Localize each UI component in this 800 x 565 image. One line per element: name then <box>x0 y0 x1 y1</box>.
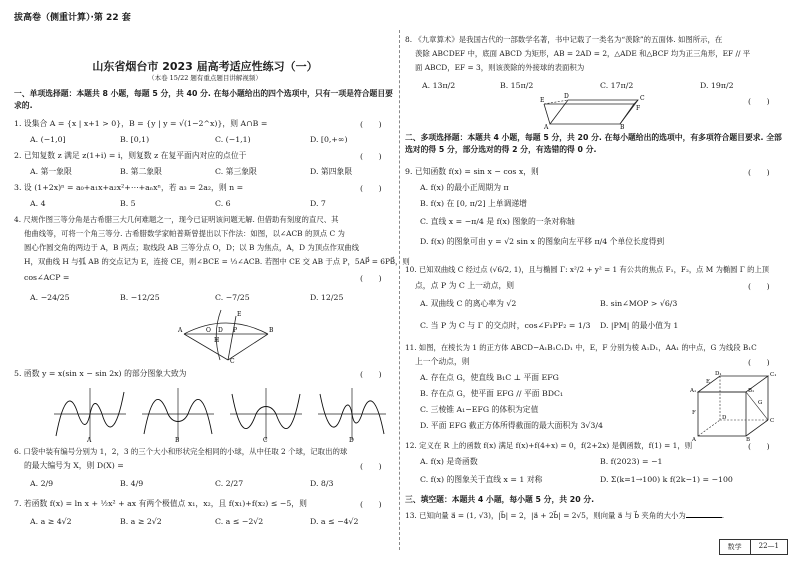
q6-option-a: A. 2/9 <box>30 479 54 488</box>
q10-option-d: D. |PM| 的最小值为 1 <box>600 321 679 330</box>
q8-edge-fc <box>634 100 638 104</box>
q2-option-c: C. 第三象限 <box>215 167 257 176</box>
q12-paren: ( ) <box>748 442 770 451</box>
q7-option-a: A. a ≥ 4√2 <box>30 517 72 526</box>
q10-option-c: C. 当 P 为 C 与 Γ 的交点时，cos∠F₁PF₂ = 1/3 <box>420 321 591 330</box>
q8-line-1: 8. 《九章算术》是我国古代的一部数学名著，书中记载了一类名为“羡除”的五面体. 如图所示，在 <box>405 35 723 44</box>
q12-option-c: C. f(x) 的图象关于直线 x = 1 对称 <box>420 475 543 484</box>
q8-label-e: E <box>540 97 545 104</box>
column-divider <box>399 30 400 550</box>
q11-cube-figure <box>690 370 780 442</box>
q4-line-2: 他曲线等，可将一个角三等分. 古希腊数学家帕普斯曾提出以下作法：如图，以∠ACB 的顶点 C 为 <box>24 229 345 238</box>
q1-option-d: D. [0,+∞) <box>310 135 348 144</box>
q2-option-d: D. 第四象限 <box>310 167 353 176</box>
q4-option-b: B. −12/25 <box>120 293 160 302</box>
q3-option-d: D. 7 <box>310 199 326 208</box>
q5-graph-a <box>54 388 126 444</box>
q11-line-2: 上一个动点，则 <box>415 357 470 366</box>
q11-cube-edge-bottom <box>746 420 768 436</box>
q5-graph-c-label: C <box>263 437 268 444</box>
exam-title: 山东省烟台市 2023 届高考适应性练习（一） <box>92 60 318 73</box>
q8-edge-ed <box>544 100 568 104</box>
q3-option-a: A. 4 <box>30 199 46 208</box>
q7-option-d: D. a ≤ −4√2 <box>310 517 359 526</box>
q8-label-b: B <box>620 124 625 130</box>
q11-label-c1: C₁ <box>770 372 777 378</box>
q11-diag-b1c <box>746 392 768 420</box>
q4-label-h: H <box>214 337 220 344</box>
q7-option-c: C. a ≤ −2√2 <box>215 517 264 526</box>
q8-edge-fb <box>620 104 634 124</box>
q5-stem: 5. 函数 y = x(sin x − sin 2x) 的部分图象大致为 <box>14 369 187 378</box>
q5-paren: ( ) <box>360 370 382 379</box>
exam-subtitle: （本卷 15/22 题有重点题目讲解视频） <box>148 74 262 82</box>
q11-cube-hidden-3 <box>698 420 720 436</box>
q12-option-a: A. f(x) 是奇函数 <box>420 457 478 466</box>
q7-stem: 7. 若函数 f(x) = ln x + ½x² + ax 有两个极值点 x₁，x₂，且 f(x₁)+f(x₂) ≤ −5，则 <box>14 499 307 508</box>
q10-option-a: A. 双曲线 C 的离心率为 √2 <box>420 299 517 308</box>
q4-option-d: D. 12/25 <box>310 293 344 302</box>
q4-line-5: cos∠ACP = <box>24 273 70 282</box>
q4-label-o: O <box>206 327 211 334</box>
q5-graph-c <box>230 388 302 444</box>
q11-label-a1: A₁ <box>690 388 697 394</box>
q10-option-b: B. sin∠MOP > √6/3 <box>600 299 678 308</box>
q4-line-4: H，双曲线 H 与弧 AB 的交点记为 E，连接 CE，则∠BCE = ⅓∠ACB. 若图中 CE 交 AB 于点 P，5AP⃗ = 6PB⃗，则 <box>24 257 410 266</box>
section-3-heading: 三、填空题：本题共 4 小题，每小题 5 分，共 20 分. <box>405 495 595 504</box>
q8-line-2: 羡除 ABCDEF 中，底面 ABCD 为矩形，AB = 2AD = 2，△ADE 和△BCF 均为正三角形，EF // 平 <box>415 49 751 58</box>
q11-paren: ( ) <box>748 358 770 367</box>
q9-option-a: A. f(x) 的最小正周期为 π <box>420 183 509 192</box>
q6-option-d: D. 8/3 <box>310 479 334 488</box>
q1-stem: 1. 设集合 A = {x | x+1 > 0}，B = {y | y = √(1−2^x)}，则 A∩B = <box>14 119 268 128</box>
q8-option-a: A. 13π/2 <box>422 81 456 90</box>
q8-label-f: F <box>636 105 641 112</box>
q8-base-abcd <box>550 100 641 124</box>
q5-graphs <box>50 384 390 444</box>
q7-option-b: B. a ≥ 2√2 <box>120 517 162 526</box>
q5-graph-b <box>142 388 214 444</box>
q4-option-a: A. −24/25 <box>30 293 70 302</box>
q6-option-c: C. 2/27 <box>215 479 244 488</box>
q8-label-a: A <box>544 124 549 130</box>
q8-label-d: D <box>564 93 569 100</box>
page-footer <box>719 539 788 555</box>
q2-option-a: A. 第一象限 <box>30 167 72 176</box>
q11-cube-front <box>698 392 746 436</box>
q11-label-a: A <box>692 437 696 442</box>
section-2-heading: 二、多项选择题：本题共 4 小题，每题 5 分，共 20 分. 在每小题给出的选项中，有多项符合题目要求. 全部选对的得 5 分，部分选对的得 2 分，有选错的得 0 分. <box>405 133 782 154</box>
q9-option-b: B. f(x) 在 [0, π/2] 上单调递增 <box>420 199 527 208</box>
q8-line-3: 面 ABCD，EF = 3，则该羡除的外接球的表面积为 <box>415 63 585 72</box>
q8-option-d: D. 19π/2 <box>700 81 734 90</box>
q6-option-b: B. 4/9 <box>120 479 144 488</box>
footer-page-number: 22—1 <box>750 540 787 554</box>
q4-figure <box>176 306 276 364</box>
q9-paren: ( ) <box>748 168 770 177</box>
q8-figure <box>540 92 650 130</box>
q13-stem-text: 13. 已知向量 a⃗ = (1, √3)，|b⃗| = 2，|a⃗ + 2b⃗| = 2√5，则向量 a⃗ 与 b⃗ 夹角的大小为 <box>405 511 686 520</box>
q11-label-g: G <box>758 400 763 406</box>
q4-hyperbola <box>216 310 221 360</box>
q4-label-c: C <box>230 358 235 364</box>
q9-option-d: D. f(x) 的图象可由 y = √2 sin x 的图象向左平移 π/4 个单位长度得到 <box>420 237 665 246</box>
q6-line-1: 6. 口袋中装有编号分别为 1，2，3 的三个大小和形状完全相同的小球，从中任取 2 个球，记取出的球 <box>14 447 348 456</box>
q11-option-c: C. 三棱锥 A₁−EFG 的体积为定值 <box>420 405 539 414</box>
q11-label-f: F <box>692 410 696 416</box>
q4-label-e: E <box>237 311 242 318</box>
q11-label-b1: B₁ <box>748 388 755 394</box>
q5-graph-a-label: A <box>87 437 92 444</box>
series-header: 拔高卷（侧重计算）·第 22 套 <box>14 13 131 23</box>
q2-option-b: B. 第二象限 <box>120 167 162 176</box>
q3-paren: ( ) <box>360 184 382 193</box>
q8-option-b: B. 15π/2 <box>500 81 534 90</box>
q1-option-c: C. (−1,1) <box>215 135 251 144</box>
q6-line-2: 的最大编号为 X，则 D(X) = <box>24 461 124 470</box>
q11-label-b: B <box>746 437 751 442</box>
q1-option-a: A. (−1,0] <box>30 135 66 144</box>
q5-graph-d <box>318 388 386 444</box>
q4-side-cb <box>228 334 268 360</box>
q4-label-p: P <box>233 327 238 334</box>
q3-option-b: B. 5 <box>120 199 136 208</box>
q11-option-d: D. 平面 EFG 截正方体所得截面的最大面积为 3√3/4 <box>420 421 603 430</box>
section-1-heading: 一、单项选择题：本题共 8 小题，每题 5 分，共 40 分. 在每小题给出的四个选项中，只有一项是符合题目要求的. <box>14 89 393 110</box>
q5-graph-d-label: D <box>349 437 354 444</box>
q1-paren: ( ) <box>360 120 382 129</box>
q7-paren: ( ) <box>360 500 382 509</box>
q4-label-a: A <box>178 327 183 334</box>
q11-option-b: B. 存在点 G，使平面 EFG // 平面 BDC₁ <box>420 389 564 398</box>
q8-option-c: C. 17π/2 <box>600 81 634 90</box>
q4-arc <box>184 323 268 334</box>
q11-line-1: 11. 如图，在棱长为 1 的正方体 ABCD−A₁B₁C₁D₁ 中，E，F 分别为棱 A₁D₁，AA₁ 的中点，G 为线段 B₁C <box>405 343 757 352</box>
q11-label-c: C <box>770 418 775 424</box>
q11-label-d: D <box>722 415 727 421</box>
q4-option-c: C. −7/25 <box>215 293 250 302</box>
q4-label-b: B <box>269 327 274 334</box>
q4-label-d: D <box>218 327 223 334</box>
q9-stem: 9. 已知函数 f(x) = sin x − cos x，则 <box>405 167 539 176</box>
q6-paren: ( ) <box>360 462 382 471</box>
q8-paren: ( ) <box>748 97 770 106</box>
q9-option-c: C. 直线 x = −π/4 是 f(x) 图象的一条对称轴 <box>420 217 575 226</box>
q10-line-2: 点，点 P 为 C 上一动点，则 <box>415 281 515 290</box>
q12-option-d: D. Σ(k=1→100) k f(2k−1) = −100 <box>600 475 733 484</box>
q8-edge-ea <box>544 104 550 124</box>
q3-stem: 3. 设 (1+2x)ⁿ = a₀+a₁x+a₂x²+⋯+aₙxⁿ，若 a₃ = 2a₂，则 n = <box>14 183 244 192</box>
q11-label-d1: D₁ <box>715 371 722 377</box>
q2-paren: ( ) <box>360 152 382 161</box>
q11-label-e: E <box>706 379 711 385</box>
q10-line-1: 10. 已知双曲线 C 经过点 (√6/2, 1)，且与椭圆 Γ: x²/2 + y² = 1 有公共的焦点 F₁，F₂，点 M 为椭圆 Γ 的上顶 <box>405 265 770 274</box>
q10-paren: ( ) <box>748 282 770 291</box>
q12-stem: 12. 定义在 R 上的函数 f(x) 满足 f(x)+f(4+x) = 0，f(2+2x) 是偶函数，f(1) = 1，则 <box>405 441 693 450</box>
q12-option-b: B. f(2023) = −1 <box>600 457 663 466</box>
q3-option-c: C. 6 <box>215 199 231 208</box>
q13-stem: 13. 已知向量 a⃗ = (1, √3)，|b⃗| = 2，|a⃗ + 2b⃗| = 2√5，则向量 a⃗ 与 b⃗ 夹角的大小为 . <box>405 511 725 520</box>
q4-line-ce <box>228 316 236 360</box>
q1-option-b: B. [0,1) <box>120 135 150 144</box>
q8-label-c: C <box>640 95 645 102</box>
footer-subject: 数学 <box>727 543 742 551</box>
q4-paren: ( ) <box>360 274 382 283</box>
q13-answer-blank <box>686 517 722 518</box>
q4-side-ca <box>184 334 228 360</box>
q4-line-3: 圆心作圆交角的两边于 A，B 两点；取线段 AB 三等分点 O，D；以 B 为焦点，A，D 为顶点作双曲线 <box>24 243 360 252</box>
q5-graph-b-label: B <box>175 437 180 444</box>
q11-option-a: A. 存在点 G，使直线 B₁C ⊥ 平面 EFG <box>420 373 559 382</box>
q2-stem: 2. 已知复数 z 满足 z(1+i) = i，则复数 z 在复平面内对应的点位于 <box>14 151 247 160</box>
q4-line-1: 4. 尺规作图三等分角是古希腊三大几何难题之一，现今已证明该问题无解. 但借助有刻度的直尺、其 <box>14 215 339 224</box>
